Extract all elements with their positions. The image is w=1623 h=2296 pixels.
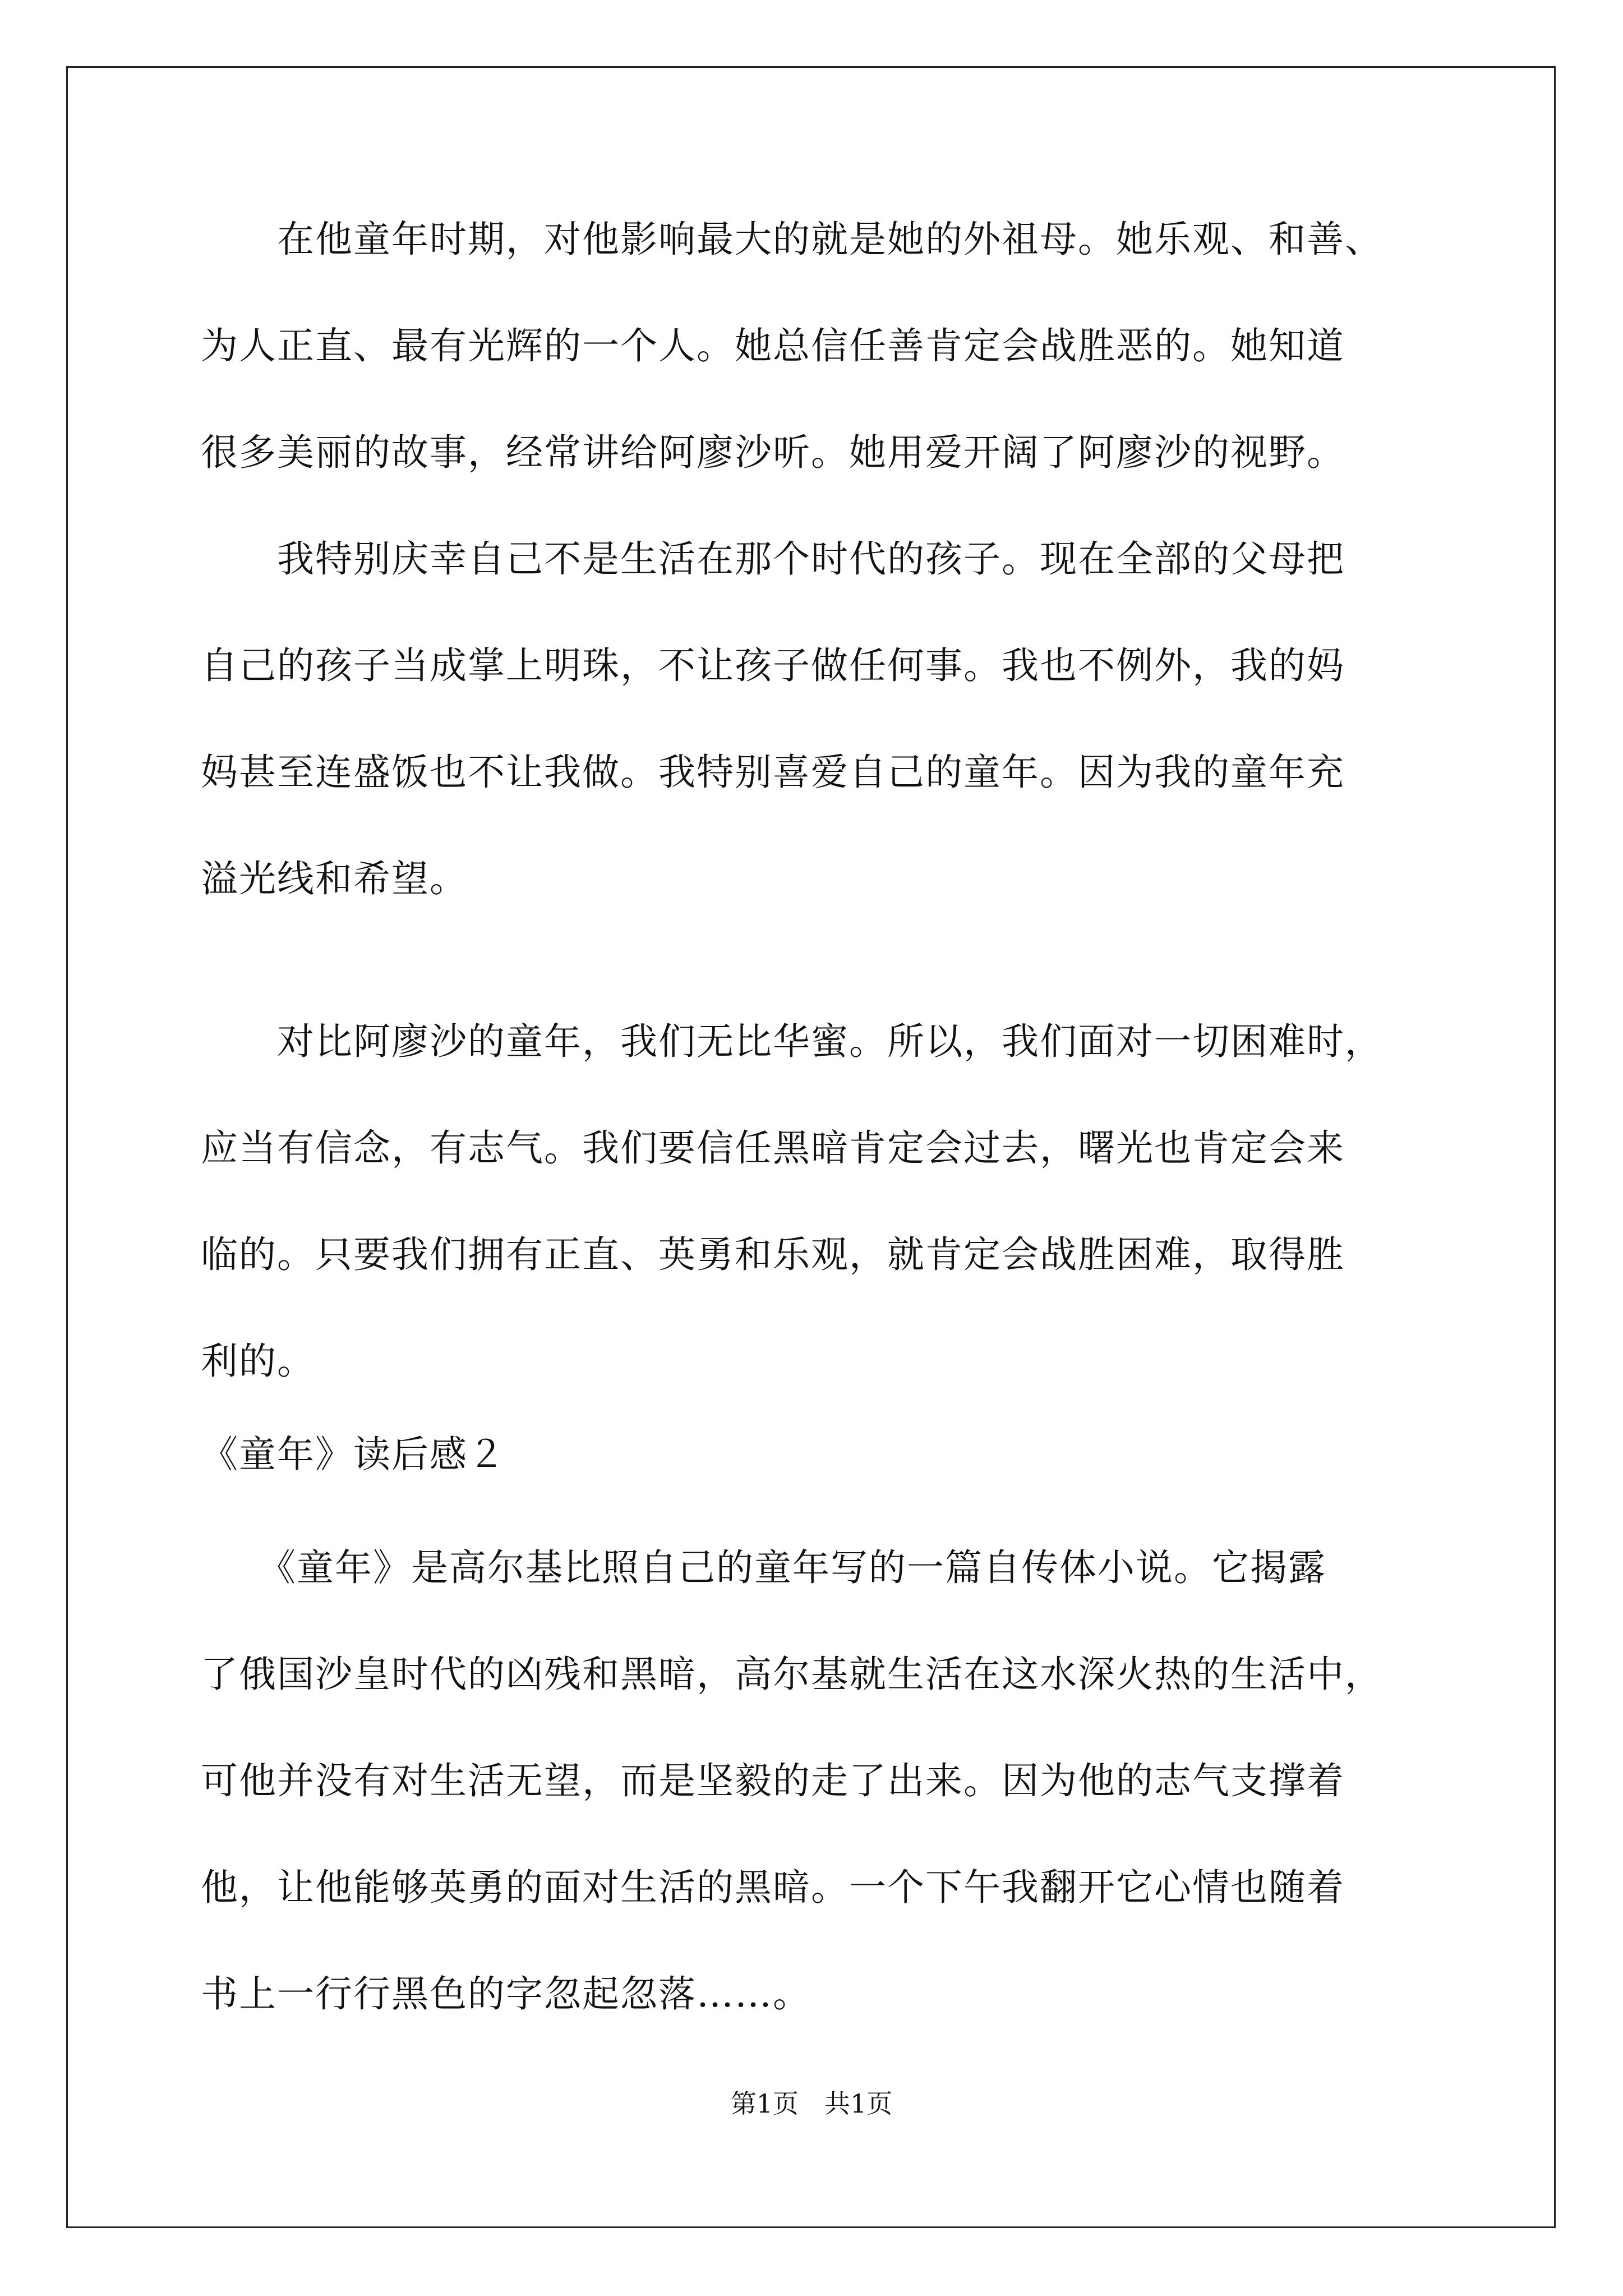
section-heading: 《童年》读后感２ xyxy=(201,1433,506,1476)
paragraph-line: 书上一行行黑色的字忽起忽落……。 xyxy=(201,1972,811,2016)
paragraph-line: 自己的孩子当成掌上明珠，不让孩子做任何事。我也不例外，我的妈 xyxy=(201,644,1345,687)
paragraph-line: 临的。只要我们拥有正直、英勇和乐观，就肯定会战胜困难，取得胜 xyxy=(201,1233,1345,1276)
page-number-footer: 第1页 共1页 xyxy=(730,2088,893,2119)
paragraph-line: 他，让他能够英勇的面对生活的黑暗。一个下午我翻开它心情也随着 xyxy=(201,1866,1345,1909)
paragraph-line: 可他并没有对生活无望，而是坚毅的走了出来。因为他的志气支撑着 xyxy=(201,1759,1345,1802)
paragraph-line: 妈甚至连盛饭也不让我做。我特别喜爱自己的童年。因为我的童年充 xyxy=(201,751,1345,794)
paragraph-line: 在他童年时期，对他影响最大的就是她的外祖母。她乐观、和善、 xyxy=(201,218,1383,261)
paragraph-line: 很多美丽的故事，经常讲给阿廖沙听。她用爱开阔了阿廖沙的视野。 xyxy=(201,431,1345,474)
paragraph-line: 了俄国沙皇时代的凶残和黑暗，高尔基就生活在这水深火热的生活中， xyxy=(201,1653,1383,1696)
paragraph-line: 溢光线和希望。 xyxy=(201,857,468,900)
paragraph-line: 为人正直、最有光辉的一个人。她总信任善肯定会战胜恶的。她知道 xyxy=(201,324,1345,367)
paragraph-line: 《童年》是高尔基比照自己的童年写的一篇自传体小说。它揭露 xyxy=(201,1546,1326,1589)
paragraph-line: 应当有信念，有志气。我们要信任黑暗肯定会过去，曙光也肯定会来 xyxy=(201,1126,1345,1170)
paragraph-line: 我特别庆幸自己不是生活在那个时代的孩子。现在全部的父母把 xyxy=(201,537,1345,581)
paragraph-line: 对比阿廖沙的童年，我们无比华蜜。所以，我们面对一切困难时， xyxy=(201,1020,1383,1063)
paragraph-line: 利的。 xyxy=(201,1340,315,1383)
